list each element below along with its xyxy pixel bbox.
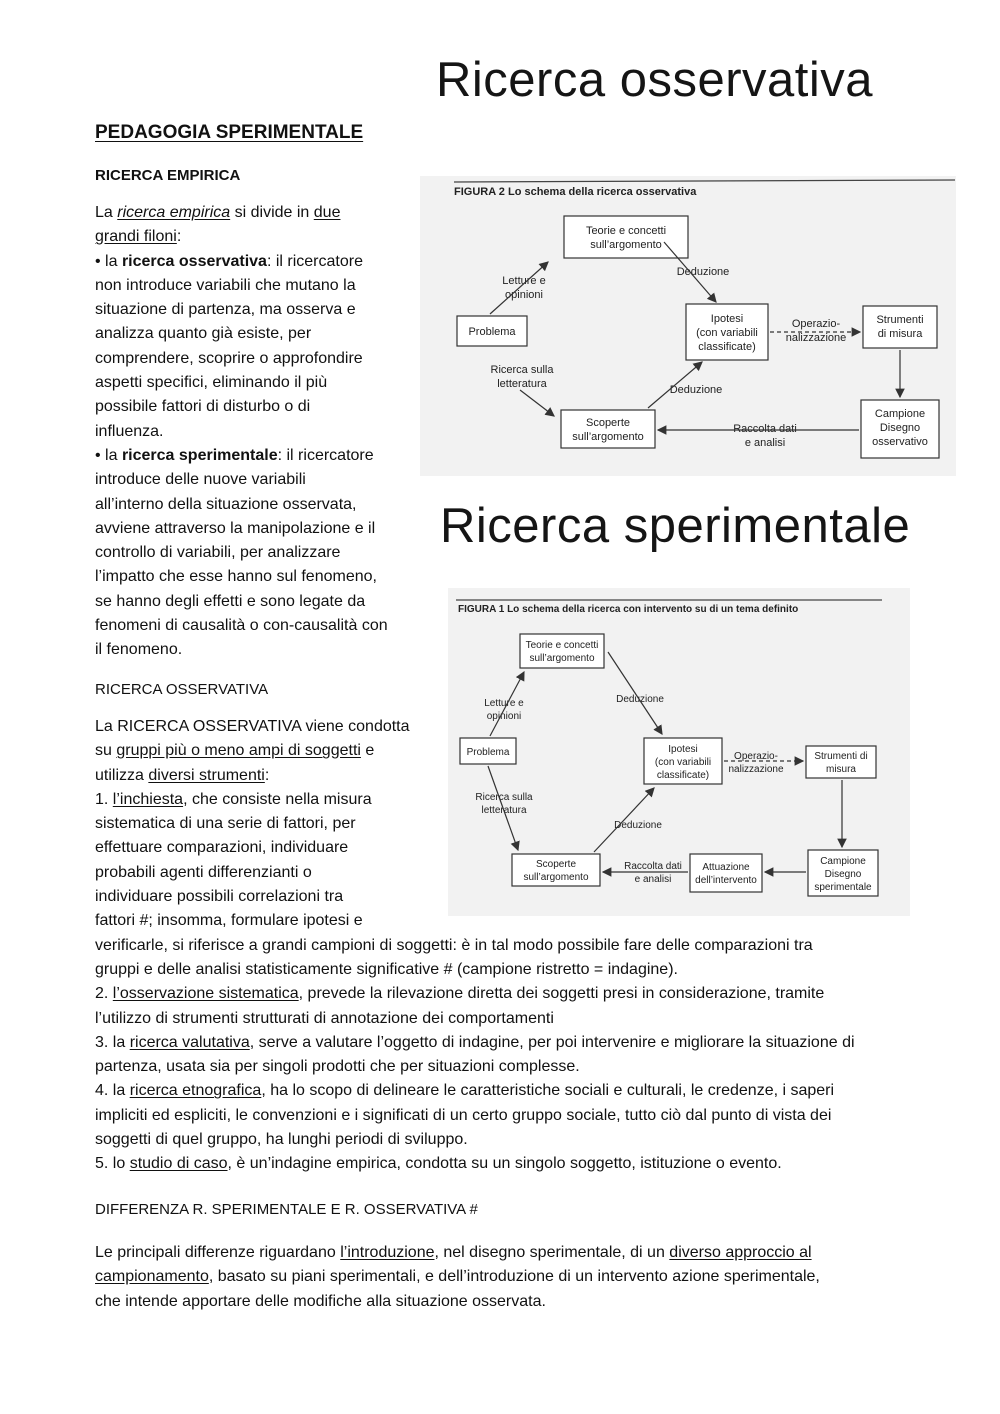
list-item-osservazione: 2. l’osservazione sistematica, prevede la rilevazione diretta dei soggetti presi in considerazione, tramite: [95, 985, 825, 1003]
observational-paragraph: La RICERCA OSSERVATIVA viene condotta su gruppi più o meno ampi di soggetti e utilizza diversi strumenti: 1. l’inchiesta, che consiste nella misura sistematica di una serie di fattori, per effettuare comparazioni, individuare probabili agenti differenzianti o individuare possibili correlazioni tra fattori #; insomma, formulare ipotesi e verificarle, si riferisce a grandi campioni di soggetti: è in tal modo possibile fare delle comparazioni tra gruppi e delle analisi statisticamente significative # (campione ristretto = indagine). 2. l’osservazione sistematica, prevede la rilevazione diretta dei soggetti presi in considerazione, tramite l’utilizzo di strumenti strutturati di annotazione dei comportamenti 3. la ricerca valutativa, serve a valutare l’oggetto di indagine, per poi intervenire e migliorare la situazione di partenza, usata sia per singoli prodotti che per situazioni complesse. 4. la ricerca etnografica, ha lo scopo di delineare le caratteristiche sociali e culturali, le credenze, i saperi impliciti ed espliciti, le convenzioni e i significati di un certo gruppo sociale, tutto ciò dal punto di vista dei soggetti di quel gruppo, ha lunghi periodi di sviluppo. 5. lo studio di caso, è un’indagine empirica, condotta su un singolo soggetto, istituzione o evento.: [95, 715, 915, 1177]
figure-observational-schema: [420, 176, 956, 476]
svg-text:letteratura: letteratura: [497, 378, 547, 390]
text-line: La ricerca empirica si divide in due: [95, 204, 341, 221]
box-attuazione: [690, 854, 762, 892]
svg-text:Deduzione: Deduzione: [669, 384, 723, 396]
heading-empirical: RICERCA EMPIRICA: [95, 167, 241, 184]
svg-text:Ipotesi: Ipotesi: [668, 744, 698, 755]
svg-text:osservativo: osservativo: [872, 436, 928, 448]
svg-text:Problema: Problema: [466, 747, 510, 758]
svg-text:Campione: Campione: [874, 408, 926, 420]
svg-text:sull’argomento: sull’argomento: [523, 872, 589, 883]
svg-text:Deduzione: Deduzione: [616, 694, 664, 705]
svg-text:Teorie e concetti: Teorie e concetti: [585, 225, 667, 237]
bullet-observational: • la ricerca osservativa: il ricercatore: [95, 252, 363, 270]
figure-experimental-schema: [448, 588, 910, 916]
svg-text:Raccolta dati: Raccolta dati: [733, 423, 797, 435]
svg-text:Letture e: Letture e: [502, 275, 546, 287]
svg-text:Campione: Campione: [820, 856, 866, 867]
figure-caption: FIGURA 2 Lo schema della ricerca osservativa: [454, 186, 697, 198]
svg-text:e analisi: e analisi: [634, 874, 672, 885]
empirical-paragraph: La ricerca empirica si divide in due grandi filoni: • la ricerca osservativa: il ricercatore non introduce variabili che mutano la situazione di partenza, ma osserva e analizza quanto già esiste, per comprendere, scoprire o approfondire aspetti specifici, eliminando il più possibile fattori di disturbo o di influenza. • la ricerca sperimentale: il ricercatore introduce delle nuove variabili all’interno della situazione osservata, avviene attraverso la manipolazione e il controllo di variabili, per analizzare l’impatto che esse hanno sul fenomeno, se hanno degli effetti e sono legate da fenomeni di causalità o con-causalità con il fenomeno.: [95, 201, 415, 663]
svg-text:sperimentale: sperimentale: [814, 882, 872, 893]
box-teorie: [564, 216, 688, 258]
svg-text:classificate): classificate): [698, 341, 756, 353]
list-item-valutativa: 3. la ricerca valutativa, serve a valutare l’oggetto di indagine, per poi intervenire e migliorare la situazione di: [95, 1033, 855, 1051]
svg-text:Ipotesi: Ipotesi: [710, 313, 744, 325]
svg-text:Disegno: Disegno: [879, 422, 921, 434]
heading-observational: RICERCA OSSERVATIVA: [95, 681, 269, 698]
svg-text:Ricerca sulla: Ricerca sulla: [475, 792, 533, 803]
svg-text:di misura: di misura: [877, 328, 923, 340]
caption-rule: [454, 180, 955, 182]
list-item-inchiesta: 1. l’inchiesta, che consiste nella misura: [95, 790, 372, 808]
svg-text:Disegno: Disegno: [824, 869, 862, 880]
svg-text:letteratura: letteratura: [481, 805, 527, 816]
svg-text:sull’argomento: sull’argomento: [572, 431, 644, 443]
svg-text:Deduzione: Deduzione: [676, 266, 730, 278]
svg-text:nalizzazione: nalizzazione: [728, 764, 784, 775]
heading-difference: DIFFERENZA R. SPERIMENTALE E R. OSSERVATIVA #: [95, 1201, 478, 1218]
bullet-experimental: • la ricerca sperimentale: il ricercatore: [95, 446, 374, 464]
list-item-studio-caso: 5. lo studio di caso, è un’indagine empirica, condotta su un singolo soggetto, istituzione o evento.: [95, 1155, 782, 1173]
svg-text:(con variabili: (con variabili: [696, 327, 758, 339]
svg-text:Scoperte: Scoperte: [585, 417, 631, 429]
svg-text:dell’intervento: dell’intervento: [695, 875, 757, 886]
svg-text:Ricerca sulla: Ricerca sulla: [490, 364, 554, 376]
figure-caption: FIGURA 1 Lo schema della ricerca con intervento su di un tema definito: [458, 604, 799, 615]
svg-text:Strumenti: Strumenti: [876, 314, 924, 326]
title-experimental: Ricerca sperimentale: [440, 499, 911, 553]
list-item-etnografica: 4. la ricerca etnografica, ha lo scopo di delineare le caratteristiche sociali e culturali, le credenze, i saperi: [95, 1082, 835, 1100]
svg-text:sull’argomento: sull’argomento: [529, 653, 595, 664]
difference-paragraph: Le principali differenze riguardano l’introduzione, nel disegno sperimentale, di un diverso approccio al campionamento, basato su piani sperimentali, e dell’introduzione di un intervento azione sperimentale, che intende apportare delle modifiche alla situazione osservata.: [95, 1244, 820, 1310]
svg-text:classificate): classificate): [656, 770, 710, 781]
heading-main: PEDAGOGIA SPERIMENTALE: [95, 122, 364, 143]
svg-text:nalizzazione: nalizzazione: [785, 332, 847, 344]
svg-text:Operazio-: Operazio-: [734, 751, 778, 762]
svg-text:opinioni: opinioni: [486, 711, 522, 722]
svg-text:misura: misura: [825, 764, 857, 775]
svg-text:Problema: Problema: [468, 326, 516, 338]
svg-text:Attuazione: Attuazione: [702, 862, 750, 873]
svg-text:Strumenti di: Strumenti di: [814, 751, 868, 762]
svg-text:e analisi: e analisi: [744, 437, 786, 449]
svg-text:sull’argomento: sull’argomento: [590, 239, 662, 251]
text-line: grandi filoni:: [95, 228, 182, 246]
svg-text:Letture e: Letture e: [484, 698, 524, 709]
svg-text:Operazio-: Operazio-: [791, 318, 841, 330]
svg-text:Teorie e concetti: Teorie e concetti: [525, 640, 599, 651]
svg-text:(con variabili: (con variabili: [654, 757, 712, 768]
svg-text:Deduzione: Deduzione: [614, 820, 662, 831]
svg-text:Scoperte: Scoperte: [535, 859, 577, 870]
svg-text:Raccolta dati: Raccolta dati: [624, 861, 682, 872]
svg-text:opinioni: opinioni: [505, 289, 543, 301]
title-observational: Ricerca osservativa: [436, 53, 874, 107]
box-strumenti: [863, 306, 937, 348]
